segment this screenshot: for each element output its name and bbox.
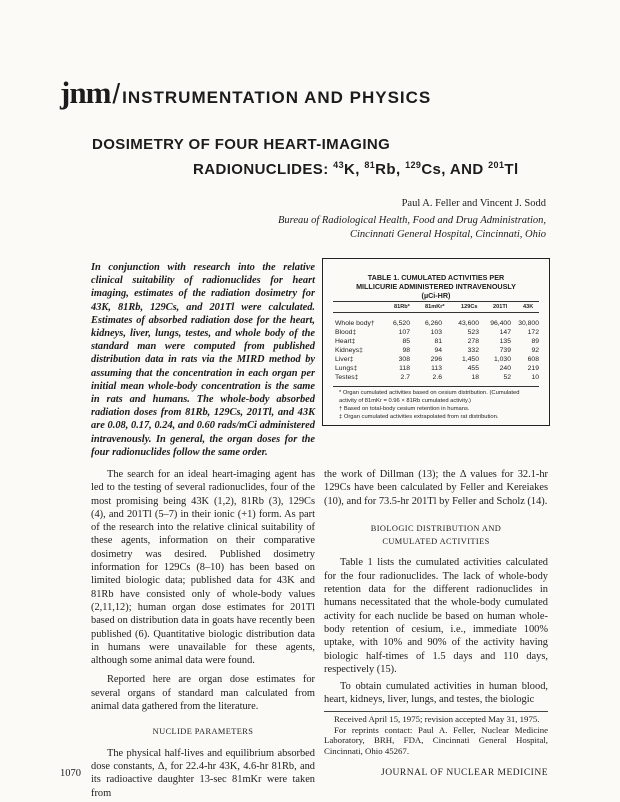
table-cell: 172: [527, 329, 539, 336]
table-rule-bottom: [333, 386, 539, 387]
table-cell: 96,400: [490, 320, 511, 327]
table-row: [335, 320, 539, 329]
title-prefix: RADIONUCLIDES:: [193, 161, 334, 178]
received-date: Received April 15, 1975; revision accepted May 31, 1975.: [334, 714, 540, 724]
table-footnote: ‡ Organ cumulated activities extrapolated from rat distribution.: [339, 414, 499, 420]
table-row-label: Heart‡: [335, 338, 356, 345]
table-row-label: Liver‡: [335, 356, 354, 363]
paragraph: The search for an ideal heart-imaging agent has led to the testing of several radionuclides, four of the most promising being 43K (1,2), 81Rb (3), 129Cs (4), and 201Tl (5–7) in their ionic (+1) form. As part of the research into the relative clinical suitability of these agents, information on their comparative dosimetry was desired. Published dosimetry information for 129Cs (8–10) has been based on limited biologic data; published data for 43K and 81Rb have consisted only of whole-body values (2,11,12); human organ dose estimates for 201Tl based on distribution data in goats have recently been published (6). Quantitative biologic distribution data in humans were unavailable for these agents, although some animal data were found.: [91, 469, 315, 667]
received-note: [324, 714, 548, 756]
table-row: [335, 338, 539, 347]
table-cell: 98: [402, 347, 410, 354]
table-row: [335, 347, 539, 356]
table-col-header: 43K: [523, 304, 534, 310]
table-cell: 2.6: [432, 374, 442, 381]
table-cell: 107: [398, 329, 410, 336]
table-cell: 332: [467, 347, 479, 354]
table-cell: 10: [531, 374, 539, 381]
table-col-header: 81mKr*: [425, 304, 445, 310]
table-cell: 6,520: [392, 320, 410, 327]
table-row: [335, 329, 539, 338]
table-row-label: Kidneys‡: [335, 347, 363, 354]
section-header: [60, 75, 431, 111]
paragraph: Reported here are organ dose estimates for several organs of standard man calculated from animal data gathered from the literature.: [91, 674, 315, 713]
title-mass-3: 129: [405, 160, 422, 170]
table-cell: 1,030: [493, 356, 511, 363]
affiliation: [186, 214, 546, 242]
table-cell: 92: [531, 347, 539, 354]
abstract: In conjunction with research into the relative clinical suitability of radionuclides for heart imaging, estimates of the radiation dosimetry for 43K, 81Rb, 129Cs, and 201Tl were calculated. Estimates of absorbed radiation dose for the heart, kidneys, liver, lungs, testes, and whole body of the standard man were computed from published distribution data in rats via the MIRD method by assuming that the concentration in each organ per initial mean whole-body concentration is the same in rats and humans. The whole-body absorbed radiation doses from 81Rb, 129Cs, 201Tl, and 43K are 0.08, 0.17, 0.24, and 0.60 rads/mCi administered intravenously. In general, the organ doses for the four radionuclides follow the same order.: [91, 262, 315, 458]
table-title: [323, 273, 549, 300]
paragraph: To obtain cumulated activities in human blood, heart, kidneys, liver, lungs, and testes, the biologic: [324, 681, 548, 706]
table-cell: 240: [499, 365, 511, 372]
section-heading: CUMULATED ACTIVITIES: [382, 537, 490, 547]
table-cell: 147: [499, 329, 511, 336]
journal-name: JOURNAL OF NUCLEAR MEDICINE: [381, 768, 548, 778]
table-cell: 523: [467, 329, 479, 336]
affiliation-line-2: Cincinnati General Hospital, Cincinnati, Ohio: [350, 229, 546, 240]
table-col-header: 129Cs: [461, 304, 478, 310]
table-row-label: Testes‡: [335, 374, 359, 381]
section-heading: BIOLOGIC DISTRIBUTION AND: [370, 523, 502, 533]
table-cell: 2.7: [400, 374, 410, 381]
table-cell: 94: [434, 347, 442, 354]
table-cell: 1,450: [461, 356, 479, 363]
reprint-contact: For reprints contact: Paul A. Feller, Nuclear Medicine Laboratory, BRH, FDA, Cincinnati General Hospital, Cincinnati, Ohio 45267.: [324, 724, 548, 756]
table-rule-top: [333, 301, 539, 302]
journal-logo: jnm: [60, 75, 111, 110]
table-title-line-1: TABLE 1. CUMULATED ACTIVITIES PER: [367, 273, 505, 282]
table-cell: 81: [434, 338, 442, 345]
table-cell: 296: [430, 356, 442, 363]
table-cell: 89: [531, 338, 539, 345]
title-line-1: DOSIMETRY OF FOUR HEART-IMAGING: [92, 136, 391, 153]
table-cell: 308: [398, 356, 410, 363]
table-row: [335, 365, 539, 374]
table-cell: 43,600: [458, 320, 479, 327]
table-cell: 6,260: [424, 320, 442, 327]
section-name: INSTRUMENTATION AND PHYSICS: [122, 88, 432, 107]
title-nuclide-3: Cs, AND: [421, 161, 489, 178]
table-title-line-2: MILLICURIE ADMINISTERED INTRAVENOUSLY: [356, 282, 516, 291]
title-mass-4: 201: [488, 160, 505, 170]
body-column-2: [324, 468, 548, 707]
table-cell: 608: [527, 356, 539, 363]
table-col-header: 81Rb*: [394, 304, 410, 310]
authors: Paul A. Feller and Vincent J. Sodd: [401, 198, 546, 209]
table-row-label: Whole body†: [335, 320, 375, 327]
paragraph: the work of Dillman (13); the Δ values for 32.1-hr 129Cs have been calculated by Feller and Kereiakes (10), and for 73.5-hr 201Tl by Feller and Scholz (14).: [324, 469, 548, 507]
title-nuclide-2: Rb,: [375, 161, 406, 178]
table-row-label: Lungs‡: [335, 365, 358, 372]
table-col-header: 201Tl: [493, 304, 508, 310]
table-cell: 52: [503, 374, 511, 381]
page-number: 1070: [60, 768, 81, 779]
table-cell: 118: [399, 365, 410, 372]
table-cell: 219: [527, 365, 539, 372]
title-mass-2: 81: [364, 160, 376, 170]
table-row-label: Blood‡: [335, 329, 357, 336]
table-rule-header: [333, 312, 539, 313]
table-row: [335, 356, 539, 365]
table-footnote: * Organ cumulated activities based on cesium distribution. (Cumulated activity of 81mKr = 0.96 × 81Rb cumulated activity.): [339, 390, 520, 404]
table-cell: 18: [471, 374, 479, 381]
paragraph: The physical half-lives and equilibrium absorbed dose constants, Δ, for 22.4-hr 43K, 4.6-hr 81Rb, and its radioactive daughter 13-sec 81mKr were taken from: [91, 747, 315, 799]
table-cell: 135: [499, 338, 511, 345]
received-divider: [324, 711, 548, 712]
table-cell: 30,800: [518, 320, 539, 327]
title-mass-1: 43: [333, 160, 344, 170]
table-cell: 278: [467, 338, 479, 345]
title-nuclide-1: K,: [343, 161, 365, 178]
title-nuclide-4: Tl: [504, 161, 519, 178]
table-cell: 455: [467, 365, 479, 372]
table-cell: 103: [430, 329, 442, 336]
table-cell: 85: [402, 338, 410, 345]
body-column-1: [91, 468, 315, 800]
table-unit: (µCi-HR): [421, 291, 451, 300]
section-heading: NUCLIDE PARAMETERS: [152, 727, 254, 737]
table-cell: 113: [431, 365, 442, 372]
header-slash: /: [112, 78, 121, 109]
paragraph: Table 1 lists the cumulated activities calculated for the four radionuclides. The lack of whole-body retention data for the different radionuclides in humans necessitated that the whole-body cumulated activity for each nuclide be based on human whole-body retention of cesium, i.e., immediate 100% uptake, with 10% and 90% of the activity having biologic half-times of 1.5 days and 110 days, respectively (15).: [324, 557, 548, 675]
table-1: [322, 258, 550, 426]
affiliation-line-1: Bureau of Radiological Health, Food and Drug Administration,: [277, 215, 546, 226]
table-row: [335, 374, 539, 383]
table-cell: 739: [499, 347, 511, 354]
table-footnote: † Based on total-body cesium retention in humans.: [339, 406, 470, 412]
title-line-2: [193, 160, 519, 178]
